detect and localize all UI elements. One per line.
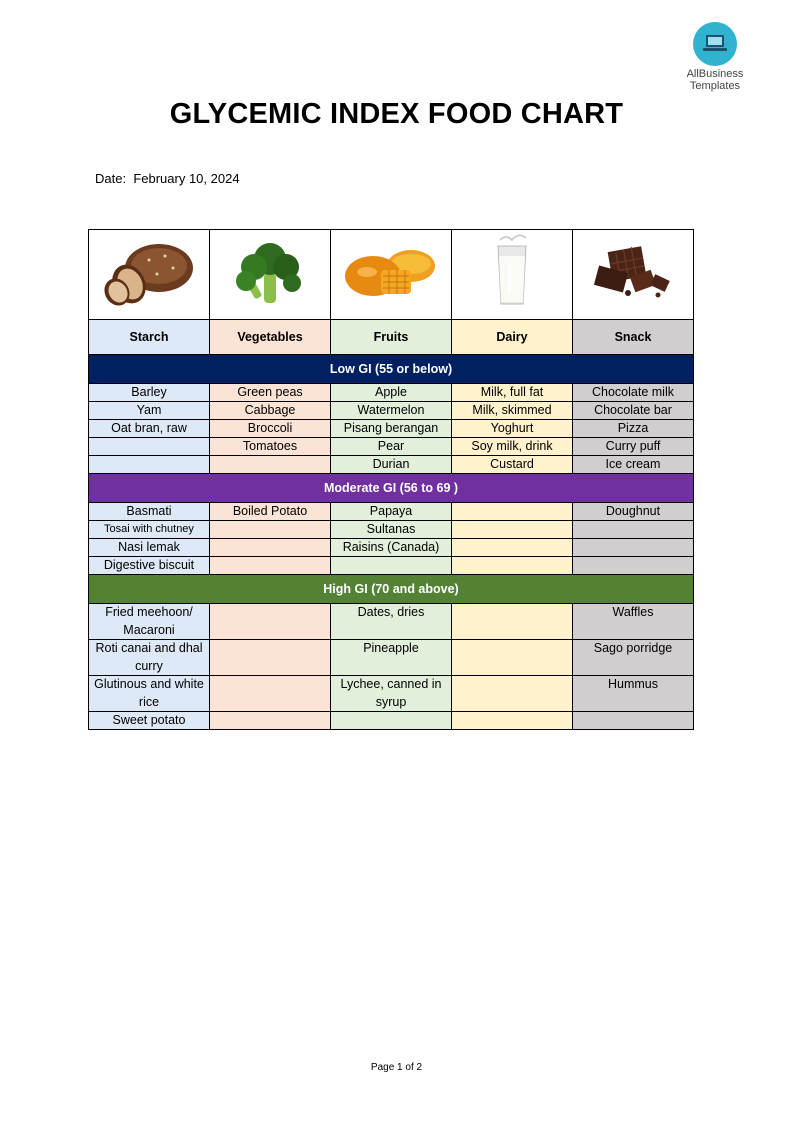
table-cell: Hummus <box>573 676 694 712</box>
table-cell: Basmati <box>89 503 210 521</box>
table-cell: Pear <box>331 438 452 456</box>
table-row <box>89 402 694 420</box>
moderate-gi-label: Moderate GI (56 to 69 ) <box>89 474 694 503</box>
table-cell: Waffles <box>573 604 694 640</box>
table-cell <box>452 640 573 676</box>
table-cell: Lychee, canned in syrup <box>331 676 452 712</box>
broccoli-icon <box>230 237 310 307</box>
table-cell: Tosai with chutney <box>89 521 210 539</box>
moderate-gi-band <box>89 474 694 503</box>
header-starch: Starch <box>89 320 210 355</box>
table-row <box>89 384 694 402</box>
table-cell: Fried meehoon/ Macaroni <box>89 604 210 640</box>
page-number: Page 1 of 2 <box>370 1062 423 1073</box>
table-cell: Custard <box>452 456 573 474</box>
header-snack: Snack <box>573 320 694 355</box>
header-dairy: Dairy <box>452 320 573 355</box>
table-cell <box>452 676 573 712</box>
table-cell <box>331 712 452 730</box>
table-cell: Chocolate bar <box>573 402 694 420</box>
table-row <box>89 420 694 438</box>
table-row <box>89 604 694 640</box>
table-row <box>89 456 694 474</box>
table-cell: Doughnut <box>573 503 694 521</box>
table-cell <box>210 640 331 676</box>
table-cell <box>210 539 331 557</box>
low-gi-label: Low GI (55 or below) <box>89 355 694 384</box>
table-cell: Raisins (Canada) <box>331 539 452 557</box>
table-row <box>89 712 694 730</box>
table-cell: Yam <box>89 402 210 420</box>
table-cell: Cabbage <box>210 402 331 420</box>
table-cell <box>452 503 573 521</box>
date-label: Date: <box>95 171 127 186</box>
table-row <box>89 503 694 521</box>
image-row <box>89 230 694 320</box>
table-cell: Green peas <box>210 384 331 402</box>
table-cell <box>452 604 573 640</box>
table-cell <box>210 557 331 575</box>
table-cell: Dates, dries <box>331 604 452 640</box>
table-cell <box>452 557 573 575</box>
table-cell: Chocolate milk <box>573 384 694 402</box>
table-cell: Milk, skimmed <box>452 402 573 420</box>
table-cell: Durian <box>331 456 452 474</box>
table-row <box>89 539 694 557</box>
table-cell: Watermelon <box>331 402 452 420</box>
table-cell: Tomatoes <box>210 438 331 456</box>
low-gi-band <box>89 355 694 384</box>
table-cell <box>573 557 694 575</box>
table-cell: Soy milk, drink <box>452 438 573 456</box>
table-cell <box>210 456 331 474</box>
logo-text: AllBusiness Templates <box>686 68 744 92</box>
table-row <box>89 438 694 456</box>
logo <box>680 22 750 92</box>
laptop-icon <box>693 22 737 66</box>
table-cell: Sweet potato <box>89 712 210 730</box>
table-cell: Ice cream <box>573 456 694 474</box>
table-cell: Barley <box>89 384 210 402</box>
gi-table <box>88 229 694 730</box>
table-cell <box>210 521 331 539</box>
table-cell <box>573 521 694 539</box>
date-line <box>95 171 240 186</box>
table-cell: Yoghurt <box>452 420 573 438</box>
table-cell: Sultanas <box>331 521 452 539</box>
table-cell: Broccoli <box>210 420 331 438</box>
table-row <box>89 676 694 712</box>
table-row <box>89 557 694 575</box>
table-cell: Sago porridge <box>573 640 694 676</box>
page-title: GLYCEMIC INDEX FOOD CHART <box>169 98 624 130</box>
table-cell: Pisang berangan <box>331 420 452 438</box>
table-cell: Nasi lemak <box>89 539 210 557</box>
starch-image-cell <box>89 230 210 320</box>
table-cell: Pizza <box>573 420 694 438</box>
table-cell <box>573 712 694 730</box>
table-cell: Milk, full fat <box>452 384 573 402</box>
table-cell <box>89 456 210 474</box>
high-gi-band <box>89 575 694 604</box>
table-cell: Papaya <box>331 503 452 521</box>
dairy-image-cell <box>452 230 573 320</box>
table-cell: Roti canai and dhal curry <box>89 640 210 676</box>
table-cell: Curry puff <box>573 438 694 456</box>
table-cell <box>331 557 452 575</box>
header-vegetables: Vegetables <box>210 320 331 355</box>
table-row <box>89 521 694 539</box>
table-cell: Apple <box>331 384 452 402</box>
table-cell <box>452 521 573 539</box>
high-gi-label: High GI (70 and above) <box>89 575 694 604</box>
table-cell <box>573 539 694 557</box>
mango-icon <box>341 242 441 302</box>
table-cell: Glutinous and white rice <box>89 676 210 712</box>
bread-icon <box>99 234 199 310</box>
table-cell <box>89 438 210 456</box>
table-cell <box>452 712 573 730</box>
header-fruits: Fruits <box>331 320 452 355</box>
table-cell <box>452 539 573 557</box>
table-row <box>89 640 694 676</box>
milk-glass-icon <box>482 234 542 310</box>
snack-image-cell <box>573 230 694 320</box>
table-cell: Pineapple <box>331 640 452 676</box>
table-cell <box>210 712 331 730</box>
table-cell: Digestive biscuit <box>89 557 210 575</box>
table-cell: Oat bran, raw <box>89 420 210 438</box>
fruits-image-cell <box>331 230 452 320</box>
chocolate-icon <box>588 239 678 305</box>
date-value: February 10, 2024 <box>133 171 240 186</box>
table-cell <box>210 604 331 640</box>
table-cell <box>210 676 331 712</box>
header-row <box>89 320 694 355</box>
vegetables-image-cell <box>210 230 331 320</box>
table-cell: Boiled Potato <box>210 503 331 521</box>
